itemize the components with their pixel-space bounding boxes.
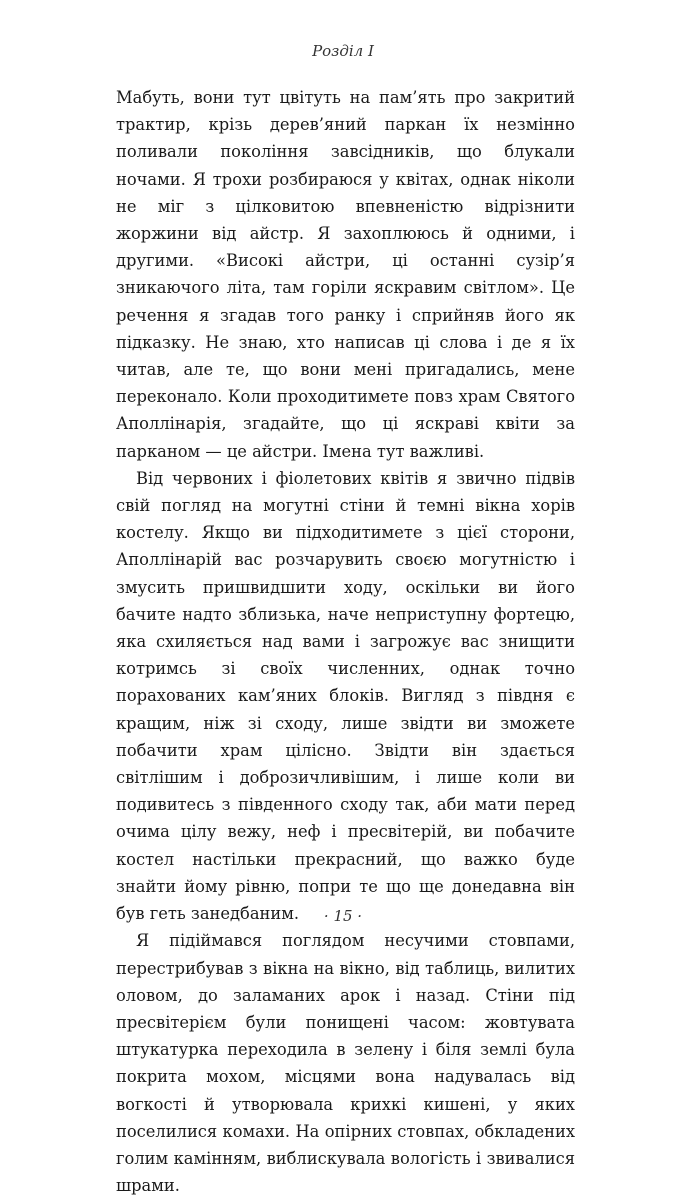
paragraph-3: Я підіймався поглядом несучими стовпами, перестрибував з вікна на вікно, від таблиць, вилитих оловом, до заламаних арок і назад. Стіни під пресвітерієм були понищені часом: жовтувата штукатурка переходила в зелену і біля землі була покрита мохом, місцями вона надувалась від вогкості й утворювала крихкі кишені, у яких поселилися комахи. На опірних стовпах, обкладених голим камінням, виблискувала вологість і звивалися шрами. (116, 931, 575, 1196)
running-head: Розділ I (312, 42, 374, 60)
page-number: · 15 · (323, 907, 363, 925)
paragraph-1: Мабуть, вони тут цвітуть на пам’ять про закритий трактир, крізь дерев’яний паркан їх незмінно поливали покоління завсідників, що блукали ночами. Я трохи розбираюся у квітах, однак ніколи не міг з цілковитою впевненістю відрізнити жоржини від айстр. Я захоплююсь й одними, і другими. «Високі айстри, ці останні сузір’я зникаючого літа, там горіли яскравим світлом». Це речення я згадав того ранку і сприйняв його як підказку. Не знаю, хто написав ці слова і де я їх читав, але те, що вони мені пригадались, мене переконало. Коли проходитимете повз храм Святого Аполлінарія, згадайте, що ці яскраві квіти за парканом — це айстри. Імена тут важливі. (116, 88, 575, 461)
body-text (116, 84, 575, 1199)
paragraph-2: Від червоних і фіолетових квітів я звично підвів свій погляд на могутні стіни й темні вікна хорів костелу. Якщо ви підходитимете з цієї сторони, Аполлінарій вас розчарувить своєю могутністю і змусить пришвидшити ходу, оскільки ви його бачите надто зблизька, наче неприступну фортецю, яка схиляється над вами і загрожує вас знищити котримсь зі своїх численних, однак точно порахованих кам’яних блоків. Вигляд з півдня є кращим, ніж зі сходу, лише звідти ви зможете побачити храм цілісно. Звідти він здається світлішим і доброзичливішим, і лише коли ви подивитесь з південного сходу так, аби мати перед очима цілу вежу, неф і пресвітерій, ви побачите костел настільки прекрасний, що важко буде знайти йому рівню, попри те що ще донедавна він був геть занедбаним. (116, 468, 575, 924)
